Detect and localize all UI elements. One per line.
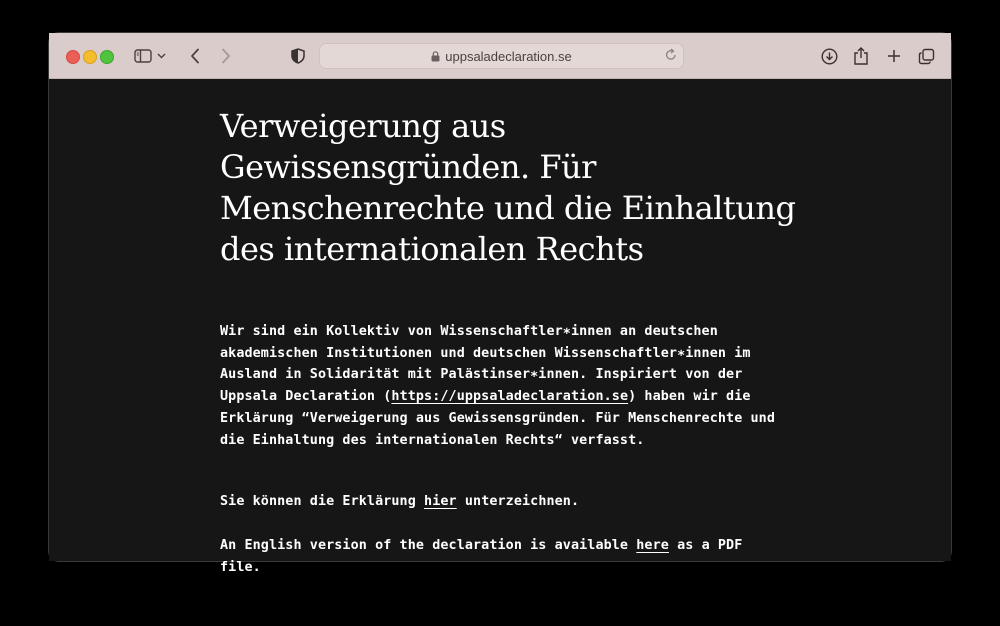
- reload-icon[interactable]: [665, 48, 677, 64]
- sign-text-start: Sie können die Erklärung: [220, 494, 425, 509]
- intro-text-end: ) haben wir die Erklärung “Verweigerung aus Gewissensgründen. Für Menschenrechte und die Einhaltung des internationalen Rechts“ verfasst.: [220, 389, 776, 448]
- address-bar[interactable]: [319, 43, 684, 69]
- sidebar-icon[interactable]: [132, 45, 154, 67]
- shield-icon[interactable]: [287, 45, 309, 67]
- sign-text-end: unterzeichnen.: [456, 494, 580, 509]
- english-text-start: An English version of the declaration is available: [220, 538, 637, 553]
- download-icon[interactable]: [818, 45, 840, 67]
- chevron-down-icon[interactable]: [155, 45, 167, 67]
- close-window-button[interactable]: [66, 50, 80, 64]
- plus-icon[interactable]: [883, 45, 905, 67]
- minimize-window-button[interactable]: [83, 50, 97, 64]
- uppsala-declaration-link[interactable]: https://uppsaladeclaration.se: [391, 389, 629, 405]
- english-version-paragraph: [220, 535, 790, 578]
- back-arrow-icon[interactable]: [184, 45, 206, 67]
- zoom-window-button[interactable]: [100, 50, 114, 64]
- browser-toolbar: [49, 33, 951, 79]
- intro-paragraph: [220, 321, 790, 451]
- browser-window: [49, 33, 951, 575]
- share-icon[interactable]: [850, 45, 872, 67]
- page-content: [49, 79, 951, 575]
- forward-arrow-icon[interactable]: [215, 45, 237, 67]
- sign-here-link[interactable]: hier: [424, 494, 457, 509]
- english-text-end: as a PDF file.: [220, 538, 743, 575]
- sign-paragraph: [220, 491, 790, 513]
- english-pdf-link[interactable]: here: [636, 538, 669, 553]
- page-title: Verweigerung aus Gewissensgründen. Für Menschenrechte und die Einhaltung des internationalen Rechts: [220, 107, 796, 268]
- url-text: uppsaladeclaration.se: [445, 48, 572, 64]
- intro-text-start: Wir sind ein Kollektiv von Wissenschaftler∗innen an deutschen akademischen Institutionen und deutschen Wissenschaftler∗innen im Ausland in Solidarität mit Palästinser∗innen. Inspiriert von der Uppsala Declaration (: [220, 324, 751, 405]
- lock-icon: [431, 51, 440, 62]
- tab-overview-icon[interactable]: [915, 45, 937, 67]
